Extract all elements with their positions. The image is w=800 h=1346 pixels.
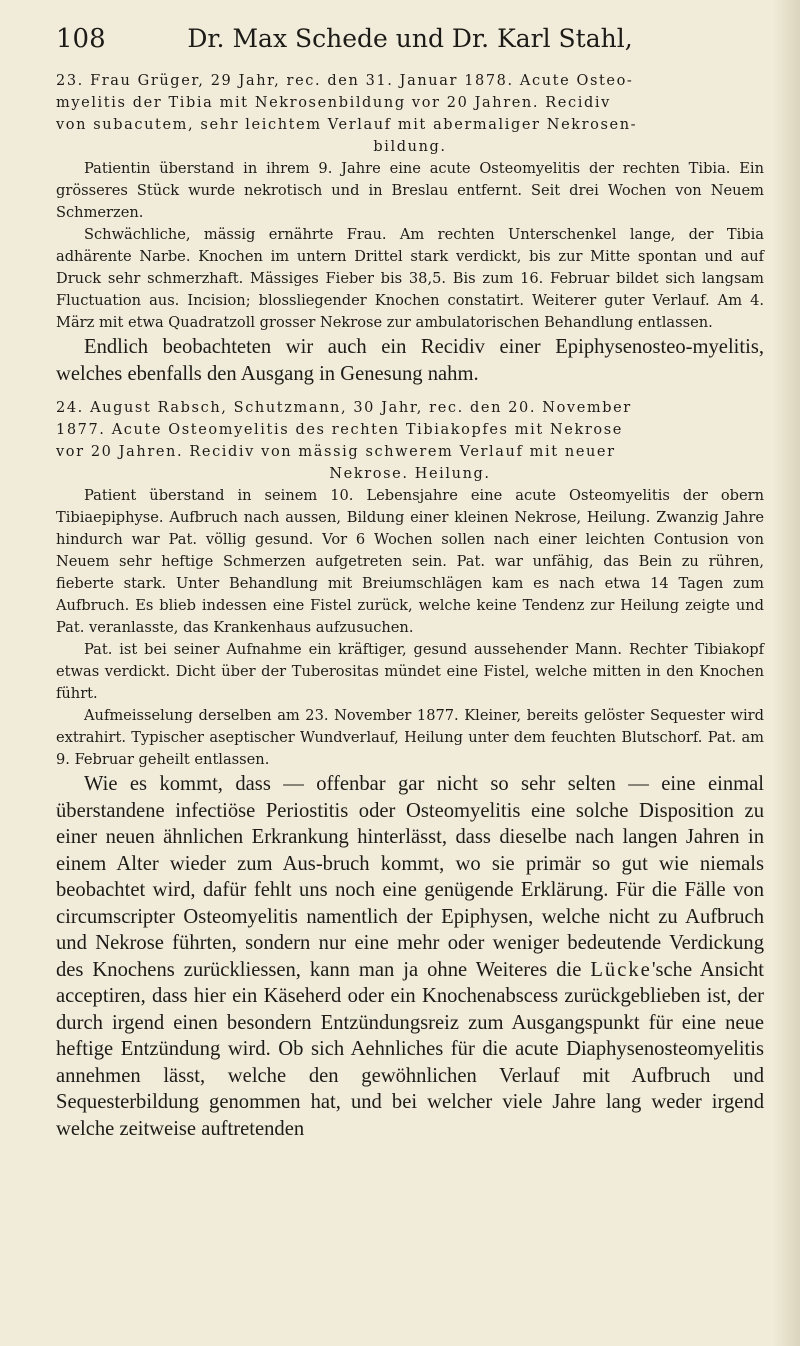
case-24-intro: Endlich beobachteten wir auch ein Recidiv einer Epiphysenosteo-myelitis, welches ebenfalls den Ausgang in Genesung nahm. <box>56 336 764 385</box>
case-23-history: Patientin überstand in ihrem 9. Jahre eine acute Osteomyelitis der rechten Tibia. Ein grösseres Stück wurde nekrotisch und in Breslau entfernt. Seit drei Wochen von Neuem Schmerzen. <box>56 160 764 221</box>
running-head: Dr. Max Schede und Dr. Karl Stahl, <box>187 24 633 53</box>
discussion-text: 'sche Ansicht acceptiren, dass hier ein Käseherd oder ein Knochenabscess zurückgeblieben ist, der durch irgend einen besondern Entzündungsreiz zum Ausgangspunkt für eine neue heftige Entzündung wird. Ob sich Aehnliches für die acute Diaphysenosteomyelitis annehmen lässt, welche den gewöhnlichen Verlauf mit Aufbruch und Sequesterbildung genommen hat, und bei welcher viele Jahre lang weder irgend welche zeitweise auftretenden <box>56 958 764 1140</box>
page <box>56 24 764 1142</box>
case-24-heading <box>56 397 764 485</box>
page-number: 108 <box>56 24 106 54</box>
running-header <box>56 24 764 64</box>
case-23-heading-line: von subacutem, sehr leichtem Verlauf mit abermaliger Nekrosen- <box>56 117 638 133</box>
case-24-findings: Pat. ist bei seiner Aufnahme ein kräftiger, gesund aussehender Mann. Rechter Tibiakopf etwas verdickt. Dicht über der Tuberositas mündet eine Fistel, welche mitten in den Knochen führt. <box>56 641 764 702</box>
discussion-text: Wie es kommt, dass — offenbar gar nicht so sehr selten — eine einmal überstandene infectiöse Periostitis oder Osteomyelitis eine solche Disposition zu einer neuen ähnlichen Erkrankung hinterlässt, dass dieselbe nach langen Jahren in einem Alter wieder zum Aus-bruch kommt, wo sie primär so gut wie niemals beobachtet wird, dafür fehlt uns noch eine genügende Erklärung. Für die Fälle von circumscripter Osteomyelitis namentlich der Epiphysen, welche nicht zu Aufbruch und Nekrose führten, sondern nur eine mehr oder weniger bedeutende Verdickung des Knochens zurückliessen, kann man ja ohne Weiteres die <box>56 773 764 981</box>
case-24-heading-line: vor 20 Jahren. Recidiv von mässig schwerem Verlauf mit neuer <box>56 444 616 460</box>
author-name: Lücke <box>590 958 652 981</box>
case-24-heading-line: 1877. Acute Osteomyelitis des rechten Tibiakopfes mit Nekrose <box>56 422 623 438</box>
case-24-heading-line: 24. August Rabsch, Schutzmann, 30 Jahr, rec. den 20. November <box>56 400 632 416</box>
case-24-treatment: Aufmeisselung derselben am 23. November 1877. Kleiner, bereits gelöster Sequester wird extrahirt. Typischer aseptischer Wundverlauf, Heilung unter dem feuchten Blutschorf. Pat. am 9. Februar geheilt entlassen. <box>56 707 764 768</box>
discussion-paragraph <box>56 771 764 1142</box>
case-24-history: Patient überstand in seinem 10. Lebensjahre eine acute Osteomyelitis der obern Tibiaepiphyse. Aufbruch nach aussen, Bildung einer kleinen Nekrose, Heilung. Zwanzig Jahre hindurch war Pat. völlig gesund. Vor 6 Wochen sollen nach einer leichten Contusion von Neuem sehr heftige Schmerzen aufgetreten sein. Pat. war unfähig, das Bein zu rühren, fieberte stark. Unter Behandlung mit Breiumschlägen kam es nach etwa 14 Tagen zum Aufbruch. Es blieb indessen eine Fistel zurück, welche keine Tendenz zur Heilung zeigte und Pat. veranlasste, das Krankenhaus aufzusuchen. <box>56 487 764 636</box>
case-23-heading <box>56 70 764 158</box>
case-23-findings: Schwächliche, mässig ernährte Frau. Am rechten Unterschenkel lange, der Tibia adhärente Narbe. Knochen im untern Drittel stark verdickt, bis zur Mitte spontan und auf Druck sehr schmerzhaft. Mässiges Fieber bis 38,5. Bis zum 16. Februar bildet sich langsam Fluctuation aus. Incision; blossliegender Knochen constatirt. Weiterer guter Verlauf. Am 4. März mit etwa Quadratzoll grosser Nekrose zur ambulatorischen Behandlung entlassen. <box>56 226 764 331</box>
page-edge-shadow <box>772 0 800 1346</box>
case-23-heading-line: bildung. <box>373 139 447 155</box>
case-24-heading-line: Nekrose. Heilung. <box>329 466 491 482</box>
case-23-heading-line: myelitis der Tibia mit Nekrosenbildung vor 20 Jahren. Recidiv <box>56 95 611 111</box>
case-23-heading-line: 23. Frau Grüger, 29 Jahr, rec. den 31. Januar 1878. Acute Osteo- <box>56 73 634 89</box>
